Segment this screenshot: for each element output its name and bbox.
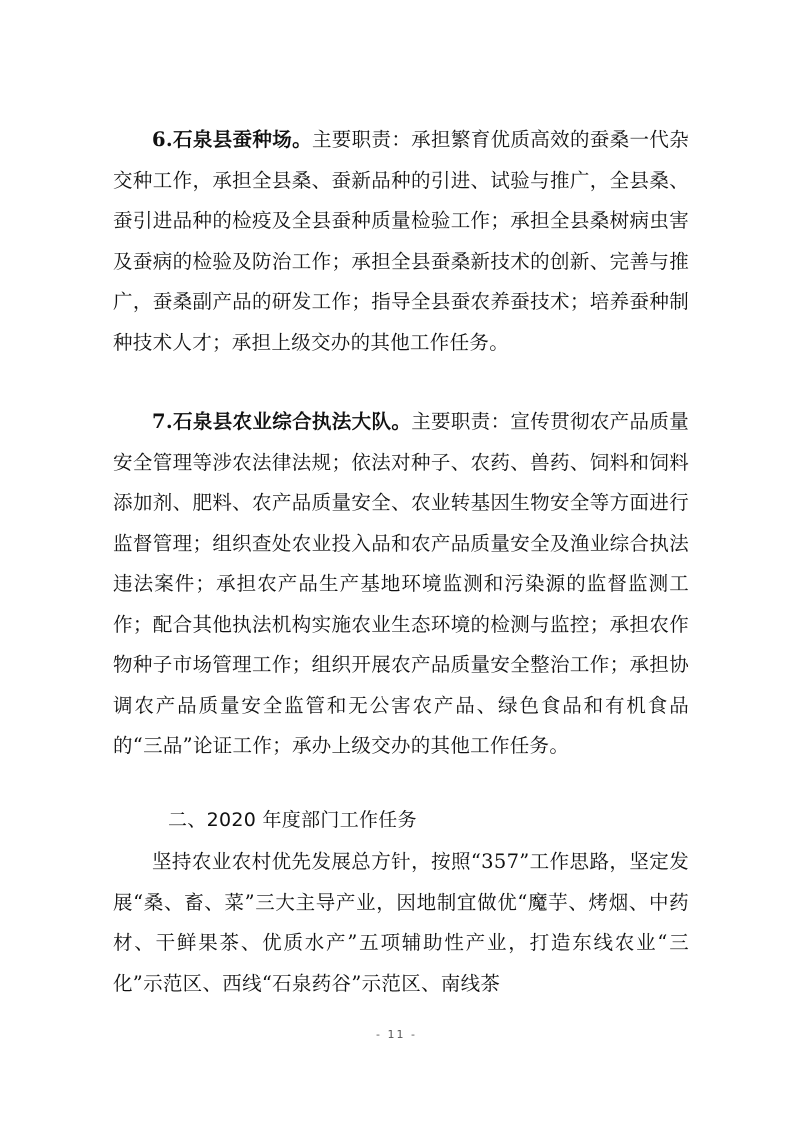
section-heading-2: 二、2020 年度部门工作任务 xyxy=(168,809,417,831)
section-6-title: 6.石泉县蚕种场。 xyxy=(152,128,312,151)
section-7-paragraph xyxy=(113,402,689,767)
section-6-paragraph xyxy=(113,120,689,363)
section-6-body: 主要职责：承担繁育优质高效的蚕桑一代杂交种工作，承担全县桑、蚕新品种的引进、试验与推广，全县桑、蚕引进品种的检疫及全县蚕种质量检验工作；承担全县桑树病虫害及蚕病的检验及防治工作；承担全县蚕桑新技术的创新、完善与推广，蚕桑副产品的研发工作；指导全县蚕农养蚕技术；培养蚕种制种技术人才；承担上级交办的其他工作任务。 xyxy=(113,128,689,354)
section-7-body: 主要职责：宣传贯彻农产品质量安全管理等涉农法律法规；依法对种子、农药、兽药、饲料和饲料添加剂、肥料、农产品质量安全、农业转基因生物安全等方面进行监督管理；组织查处农业投入品和农产品质量安全及渔业综合执法违法案件；承担农产品生产基地环境监测和污染源的监督监测工作；配合其他执法机构实施农业生态环境的检测与监控；承担农作物种子市场管理工作；组织开展农产品质量安全整治工作；承担协调农产品质量安全监管和无公害农产品、绿色食品和有机食品的“三品”论证工作；承办上级交办的其他工作任务。 xyxy=(113,410,690,757)
page-number: - 11 - xyxy=(376,1028,417,1041)
section-7-title: 7.石泉县农业综合执法大队。 xyxy=(152,410,412,433)
work-tasks-paragraph: 坚持农业农村优先发展总方针，按照“357”工作思路，坚定发展“桑、畜、菜”三大主导产业，因地制宜做优“魔芋、烤烟、中药材、干鲜果茶、优质水产”五项辅助性产业，打造东线农业“三化”示范区、西线“石泉药谷”示范区、南线茶 xyxy=(113,850,689,995)
